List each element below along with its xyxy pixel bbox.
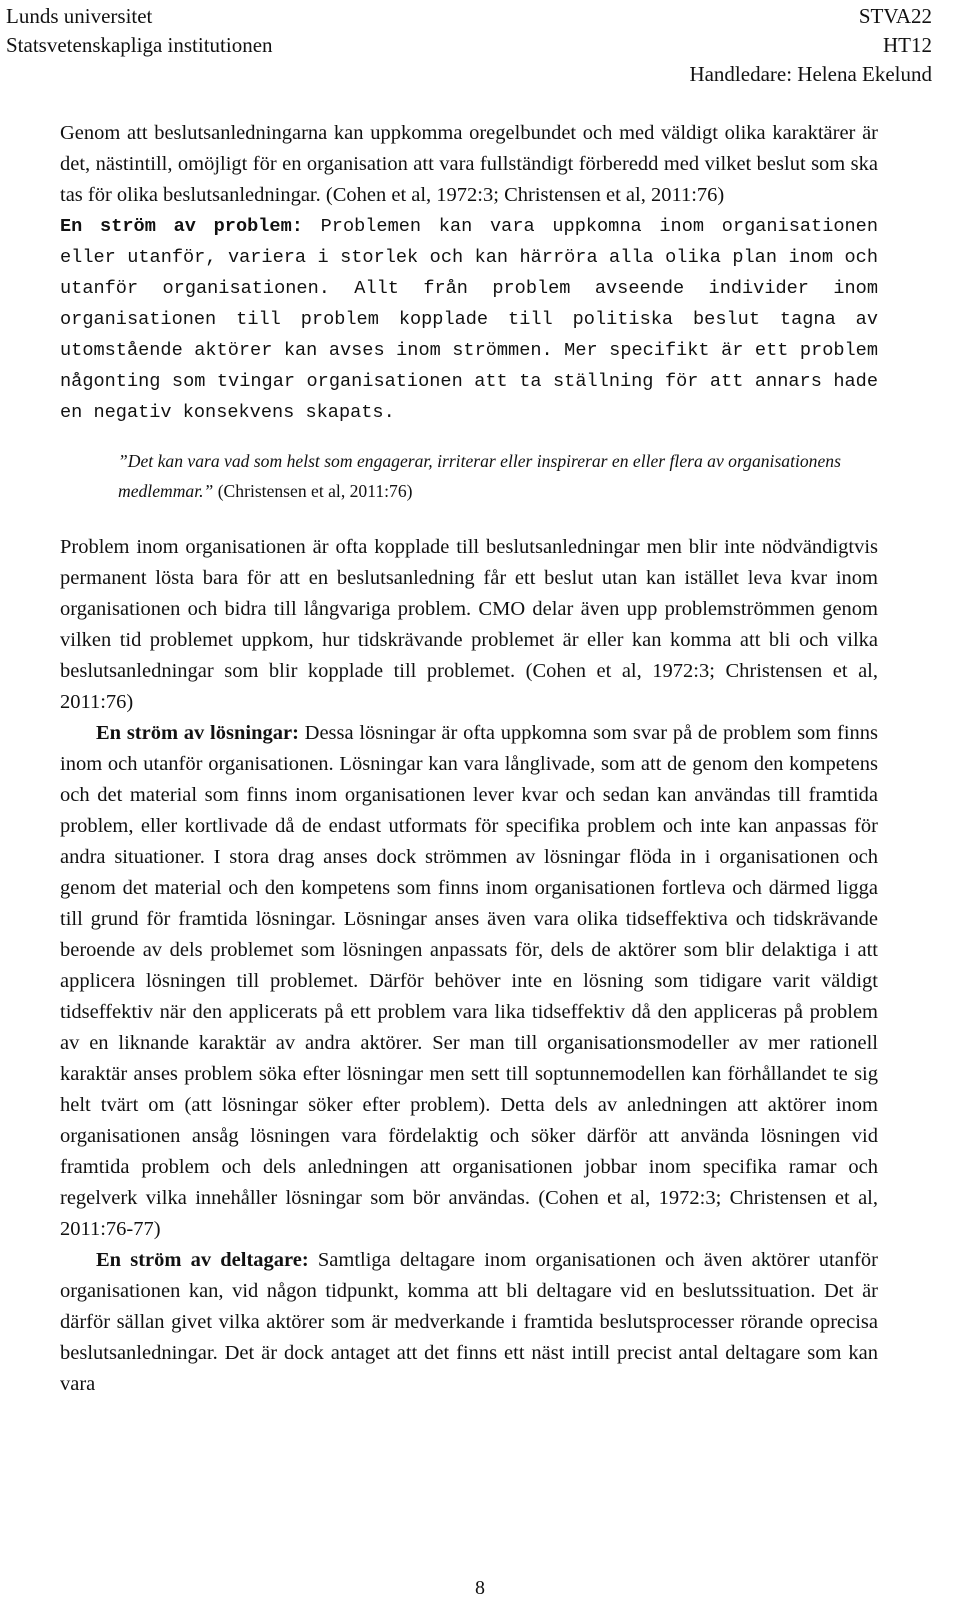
participants-paragraph: [60, 1245, 878, 1400]
department-name: Statsvetenskapliga institutionen: [6, 33, 273, 57]
block-quote: [118, 446, 868, 506]
header-left: [6, 2, 273, 60]
term: HT12: [883, 33, 932, 57]
problem-text: Problemen kan vara uppkomna inom organisationen eller utanför, variera i storlek och kan härröra alla olika plan inom och utanför organisationen. Allt från problem avseende individer inom organisationen till problem kopplade till politiska beslut tagna av utomstående aktörer kan avses inom strömmen. Mer specifikt är ett problem någonting som tvingar organisationen att ta ställning för att annars hade en negativ konsekvens skapats.: [60, 216, 878, 423]
problem-heading: En ström av problem:: [60, 216, 303, 237]
page-number: 8: [475, 1577, 485, 1599]
solutions-heading: En ström av lösningar:: [96, 722, 299, 744]
page-header: [0, 0, 960, 110]
quote-text: ”Det kan vara vad som helst som engagerar, irriterar eller inspirerar en eller flera av organisationens medlemmar.”: [118, 451, 841, 501]
supervisor: Handledare: Helena Ekelund: [689, 62, 932, 86]
header-right: [689, 2, 932, 89]
solutions-paragraph: [60, 718, 878, 1245]
university-name: Lunds universitet: [6, 4, 153, 28]
participants-text: Samtliga deltagare inom organisationen och även aktörer utanför organisationen kan, vid någon tidpunkt, komma att bli deltagare vid en beslutssituation. Det är därför sällan givet vilka aktörer som är medverkande i framtida beslutsprocesser rörande oprecisa beslutsanledningar. Det är dock antaget att det finns ett näst intill precist antal deltagare som kan vara: [60, 1249, 878, 1395]
problem-paragraph: [60, 211, 878, 428]
course-code: STVA22: [858, 4, 932, 28]
quote-citation: (Christensen et al, 2011:76): [213, 481, 413, 501]
intro-paragraph: Genom att beslutsanledningarna kan uppkomma oregelbundet och med väldigt olika karaktärer är det, nästintill, omöjligt för en organisation att vara fullständigt förberedd med vilket beslut som ska tas för olika beslutsanledningar. (Cohen et al, 1972:3; Christensen et al, 2011:76): [60, 122, 878, 206]
document-body: [60, 118, 878, 1400]
problem-followup-paragraph: Problem inom organisationen är ofta kopplade till beslutsanledningar men blir inte nödvändigtvis permanent lösta bara för att en beslutsanledning får ett beslut utan kan istället leva kvar inom organisationen och bidra till långvariga problem. CMO delar även upp problemströmmen genom vilken tid problemet uppkom, hur tidskrävande problemet är eller kan komma att bli och vilka beslutsanledningar som blir kopplade till problemet. (Cohen et al, 1972:3; Christensen et al, 2011:76): [60, 536, 878, 713]
participants-heading: En ström av deltagare:: [96, 1249, 309, 1271]
solutions-text: Dessa lösningar är ofta uppkomna som svar på de problem som finns inom och utanför organisationen. Lösningar kan vara långlivade, som att de genom den kompetens och det material som finns inom organisationen lever kvar och sedan kan användas till framtida problem, eller kortlivade då de endast utformats för specifika problem och inte kan anpassas för andra situationer. I stora drag anses dock strömmen av lösningar flöda in i organisationen och genom det material och den kompetens som finns inom organisationen fortleva och därmed ligga till grund för framtida lösningar. Lösningar anses även vara olika tidseffektiva och tidskrävande beroende av dels problemet som lösningen anpassats för, dels de aktörer som blir delaktiga i att applicera lösningen till problemet. Därför behöver inte en lösning som tidigare varit väldigt tidseffektiv när den applicerats på ett problem vara lika tidseffektiv då den appliceras på problem av en liknande karaktär av andra aktörer. Ser man till organisationsmodeller av mer rationell karaktär anses problem söka efter lösningar men sett till soptunnemodellen kan förhållandet te sig helt tvärt om (att lösningar söker efter problem). Detta dels av anledningen att aktörer inom organisationen ansåg lösningen vara fördelaktig och söker därför att använda lösningen vid framtida problem och dels anledningen att organisationen jobbar inom specifika ramar och regelverk vilka innehåller lösningar som bör användas. (Cohen et al, 1972:3; Christensen et al, 2011:76-77): [60, 722, 879, 1240]
